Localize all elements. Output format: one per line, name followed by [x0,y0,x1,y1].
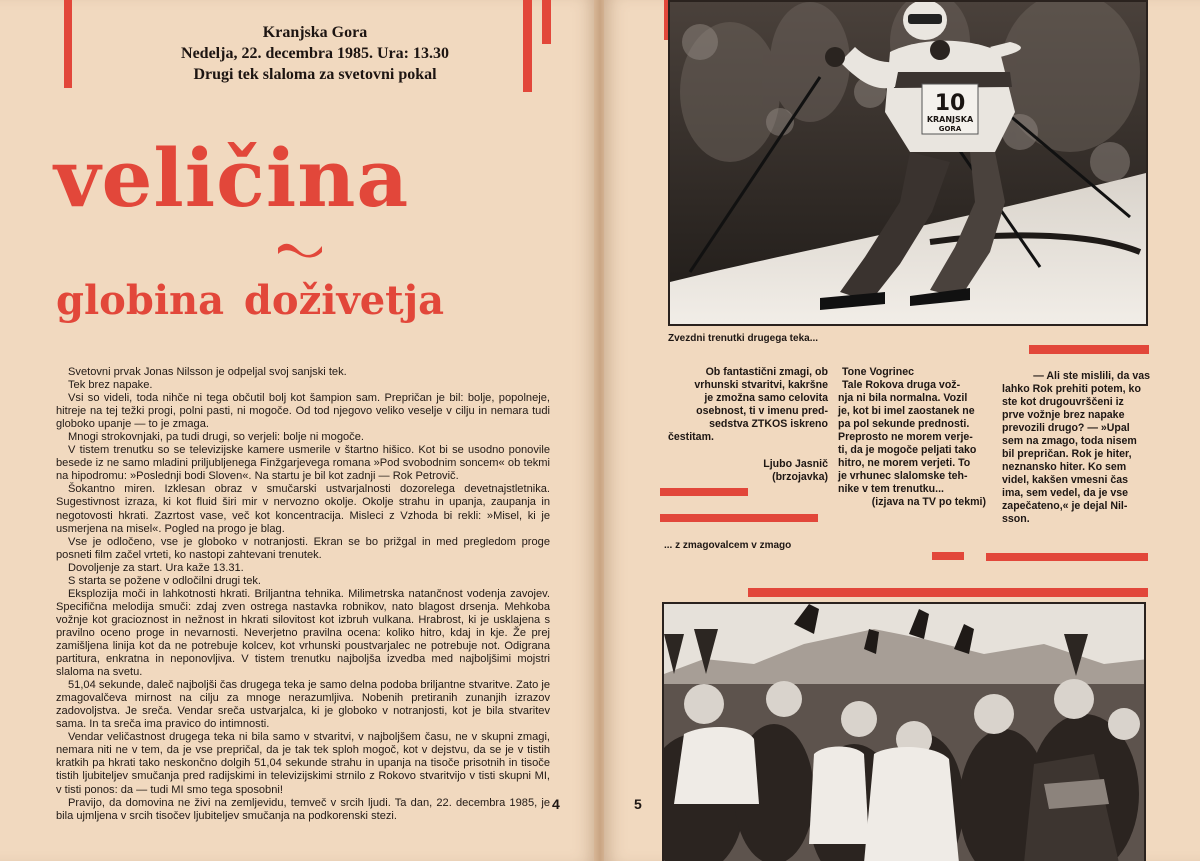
quote-line: nike v tem trenutku... [838,483,944,495]
photo-caption-top: Zvezdni trenutki drugega teka... [668,333,819,344]
article-paragraph: Vsi so videli, toda nihče ni tega občutil bolj kot šampion sam. Prepričan je bil: bolje, popolneje, hitreje na tej težki progi, polni pasti, ni mogoče. Od tod njegovo veliko veselje v cilju in nemara tudi globoko upanje — to je zmaga. [56,392,550,431]
red-bar [523,0,532,92]
quote-line: prve vožnje brez napake [1002,409,1125,421]
article-paragraph: Mnogi strokovnjaki, pa tudi drugi, so verjeli: bolje ni mogoče. [68,431,364,444]
header-location: Kranjska Gora [262,24,368,41]
red-bar [64,0,72,88]
red-bar [1029,345,1149,354]
quote-line: nja ni bila normalna. Vozil [838,392,968,404]
article-paragraph: Eksplozija moči in lahkotnosti hkrati. Briljantna tehnika. Milimetrska natančnost vodenja zavojev. Specifična melodija smuči: zdaj zven ostrega nastavka robnikov, nato blagost drsenja. Mehkoba vožnje kot gracioznost in nežnost in hkrati silovitost kot izbruh vulkana. Hrabrost, ki je usklajena s pravilno oceno proge in nevarnosti. Neverjetno pravilna ocena: koliko hitro, kdaj in kje. Že prej zamišljena linija kot da ne potrebuje kolcev, kot vrhunski poustvarjalec ne potrebuje not. Odigrana partitura, enkratna in neponovljiva. V tistem trenutku najboljša izvedba med najboljšimi mojstri slaloma na svetu. [56,587,550,679]
quote-line: ste kot drugouvrščeni iz [1002,396,1124,408]
quote-line: čestitam. [668,431,714,443]
article-paragraph: Pravijo, da domovina ne živi na zemljevidu, temveč v srcih ljudi. Ta dan, 22. decembra 1985, je bila ujmljena v srcih tisočev ljubiteljev smučanja na podkorenski stezi. [56,796,550,822]
page-left [0,0,596,861]
page-number: 4 [552,796,560,812]
header-date-time: Nedelja, 22. decembra 1985. Ura: 13.30 [181,45,449,62]
red-bar [986,553,1148,561]
bib-line2: GORA [938,125,962,133]
quote-nilsson [1002,370,1150,526]
quote-line: je vrhunec slalomske teh- [838,470,968,482]
quote-line: Preprosto ne morem verje- [838,431,973,443]
article-paragraph: Dovoljenje za start. Ura kaže 13.31. [68,561,244,574]
quote-line: sem na zmago, toda nisem [1002,435,1137,447]
skier-photo [668,0,1148,326]
quote-line: bil prepričan. Rok je hiter, [1002,448,1132,460]
quote-line: ti, da je mogoče peljati tako [838,444,977,456]
tilde-ornament [276,240,324,258]
quote-line: neznansko hiter. Ko sem [1002,461,1127,473]
header-event: Drugi tek slaloma za svetovni pokal [193,66,437,83]
bib-line1: KRANJSKA [926,115,974,124]
quote-jasnic [668,366,828,484]
red-bar [542,0,551,44]
quote-line: Ob fantastični zmagi, ob [705,366,828,378]
red-bar [932,552,964,560]
event-header [130,22,500,85]
quote-line: je zmožna samo celovita [704,392,828,404]
quote-jasnic-author: Ljubo Jasnič [763,458,828,470]
article-paragraph: Vse je odločeno, vse je globoko v notranjosti. Ekran se bo prižgal in med pregledom proge posneti film začel vrteti, ko nastopi zahtevani trenutek. [56,535,550,561]
quote-line: je, kot bi imel zaostanek ne [838,405,975,417]
quote-line: Tale Rokova druga vož- [842,379,961,391]
article-body [56,366,550,823]
quote-line: osebnost, ti v imenu pred- [696,405,828,417]
quote-jasnic-source: (brzojavka) [772,471,828,483]
headline-main: veličina [54,131,410,225]
quote-line: sson. [1002,513,1030,525]
quote-line: sedstva ZTKOS iskreno [709,418,828,430]
article-paragraph: Vendar veličastnost drugega teka ni bila samo v stvaritvi, v najboljšem času, ne v skupni zmagi, nemara niti ne v tem, da je vse prepričal, da je tak tek sploh mogoč, kot v dejstvu, da se je v tistih kratkih pa hkrati tako neskončno dolgih 51,04 sekunde strahu in upanja na tisoče prisotnih in tisoče tistih ljubiteljev smučanja pred radijskimi in televizijskimi strnilo z Rokovo stvaritvijo v tisti skupni MI, v tisti ponos: da — tudi MI smo tega sposobni! [56,731,550,796]
crowd-illustration [664,604,1146,861]
quote-line: vrhunski stvaritvi, kakršne [694,379,828,391]
red-bar [660,514,818,522]
quote-line: zapečateno,« je dejal Nil- [1002,500,1128,512]
quote-line: ima, sem vedel, da je vse [1002,487,1129,499]
quote-line: hitro, ne morem verjeti. To [838,457,971,469]
red-bar [748,588,1148,597]
article-paragraph: Tek brez napake. [68,379,153,392]
page-number: 5 [634,796,642,812]
quote-vogrinec-source: (izjava na TV po tekmi) [871,496,986,508]
quote-vogrinec [838,366,986,509]
quote-line: videl, kakšen vmesni čas [1002,474,1129,486]
quote-line: — Ali ste mislili, da vas [1033,370,1150,382]
quote-line: prevozili drugo? — »Upal [1002,422,1130,434]
article-paragraph: Svetovni prvak Jonas Nilsson je odpeljal svoj sanjski tek. [68,366,347,378]
photo-caption-bottom: ... z zmagovalcem v zmago [664,540,792,551]
quote-vogrinec-author: Tone Vogrinec [842,366,915,378]
quote-line: lahko Rok prehiti potem, ko [1002,383,1141,395]
headline-sub: globina doživetja [56,277,445,324]
crowd-photo [662,602,1146,861]
article-paragraph: Šokantno miren. Izklesan obraz v smučarski ustvarjalnosti dozorelega devetnajstletnika. Sugestivnost izraza, ki kot fluid širi mir v nervozno okolje. Okolje strahu in upanja, zaupanja in negotovosti hkrati. Zazrtost vase, več kot koncentracija. Mislеci z Vzhoda bi rekli: »Misel, ki je usmerjena na misel«. Pogled na progo je blag. [56,483,550,535]
article-paragraph: S starta se požene v odločilni drugi tek. [68,574,262,587]
skier-illustration [670,2,1148,326]
article-paragraph: 51,04 sekunde, daleč najboljši čas drugega teka je samo delna podoba briljantne stvaritve. Zato je zmagovalčeva mirnost na cilju za mnoge nerazumljiva. Nobenih pretiranih zunanjih izrazov zadovoljstva. Je sreča. Vendar sreča ustvarjalca, ki je globoko v notranjosti, kot je bila stvaritev sama. In ta sreča ima pravico do intimnosti. [56,679,550,731]
article-paragraph: V tistem trenutku so se televizijske kamere usmerile v štartno hišico. Kot bi se usodno ponovile besede iz ne samo mladini priljubljenega Finžgarjevega romana »Pod svobodnim soncem« ob tekmi na hipodromu: »Poslednji bodi Sloven«. Na startu je bil kot zadnji — Rok Petrovič. [56,444,550,483]
quote-line: pa pol sekunde prednosti. [838,418,970,430]
bib-number: 10 [934,91,966,116]
page-right [604,0,1200,861]
quote-jasnic-body [668,366,828,444]
red-bar [660,488,748,496]
